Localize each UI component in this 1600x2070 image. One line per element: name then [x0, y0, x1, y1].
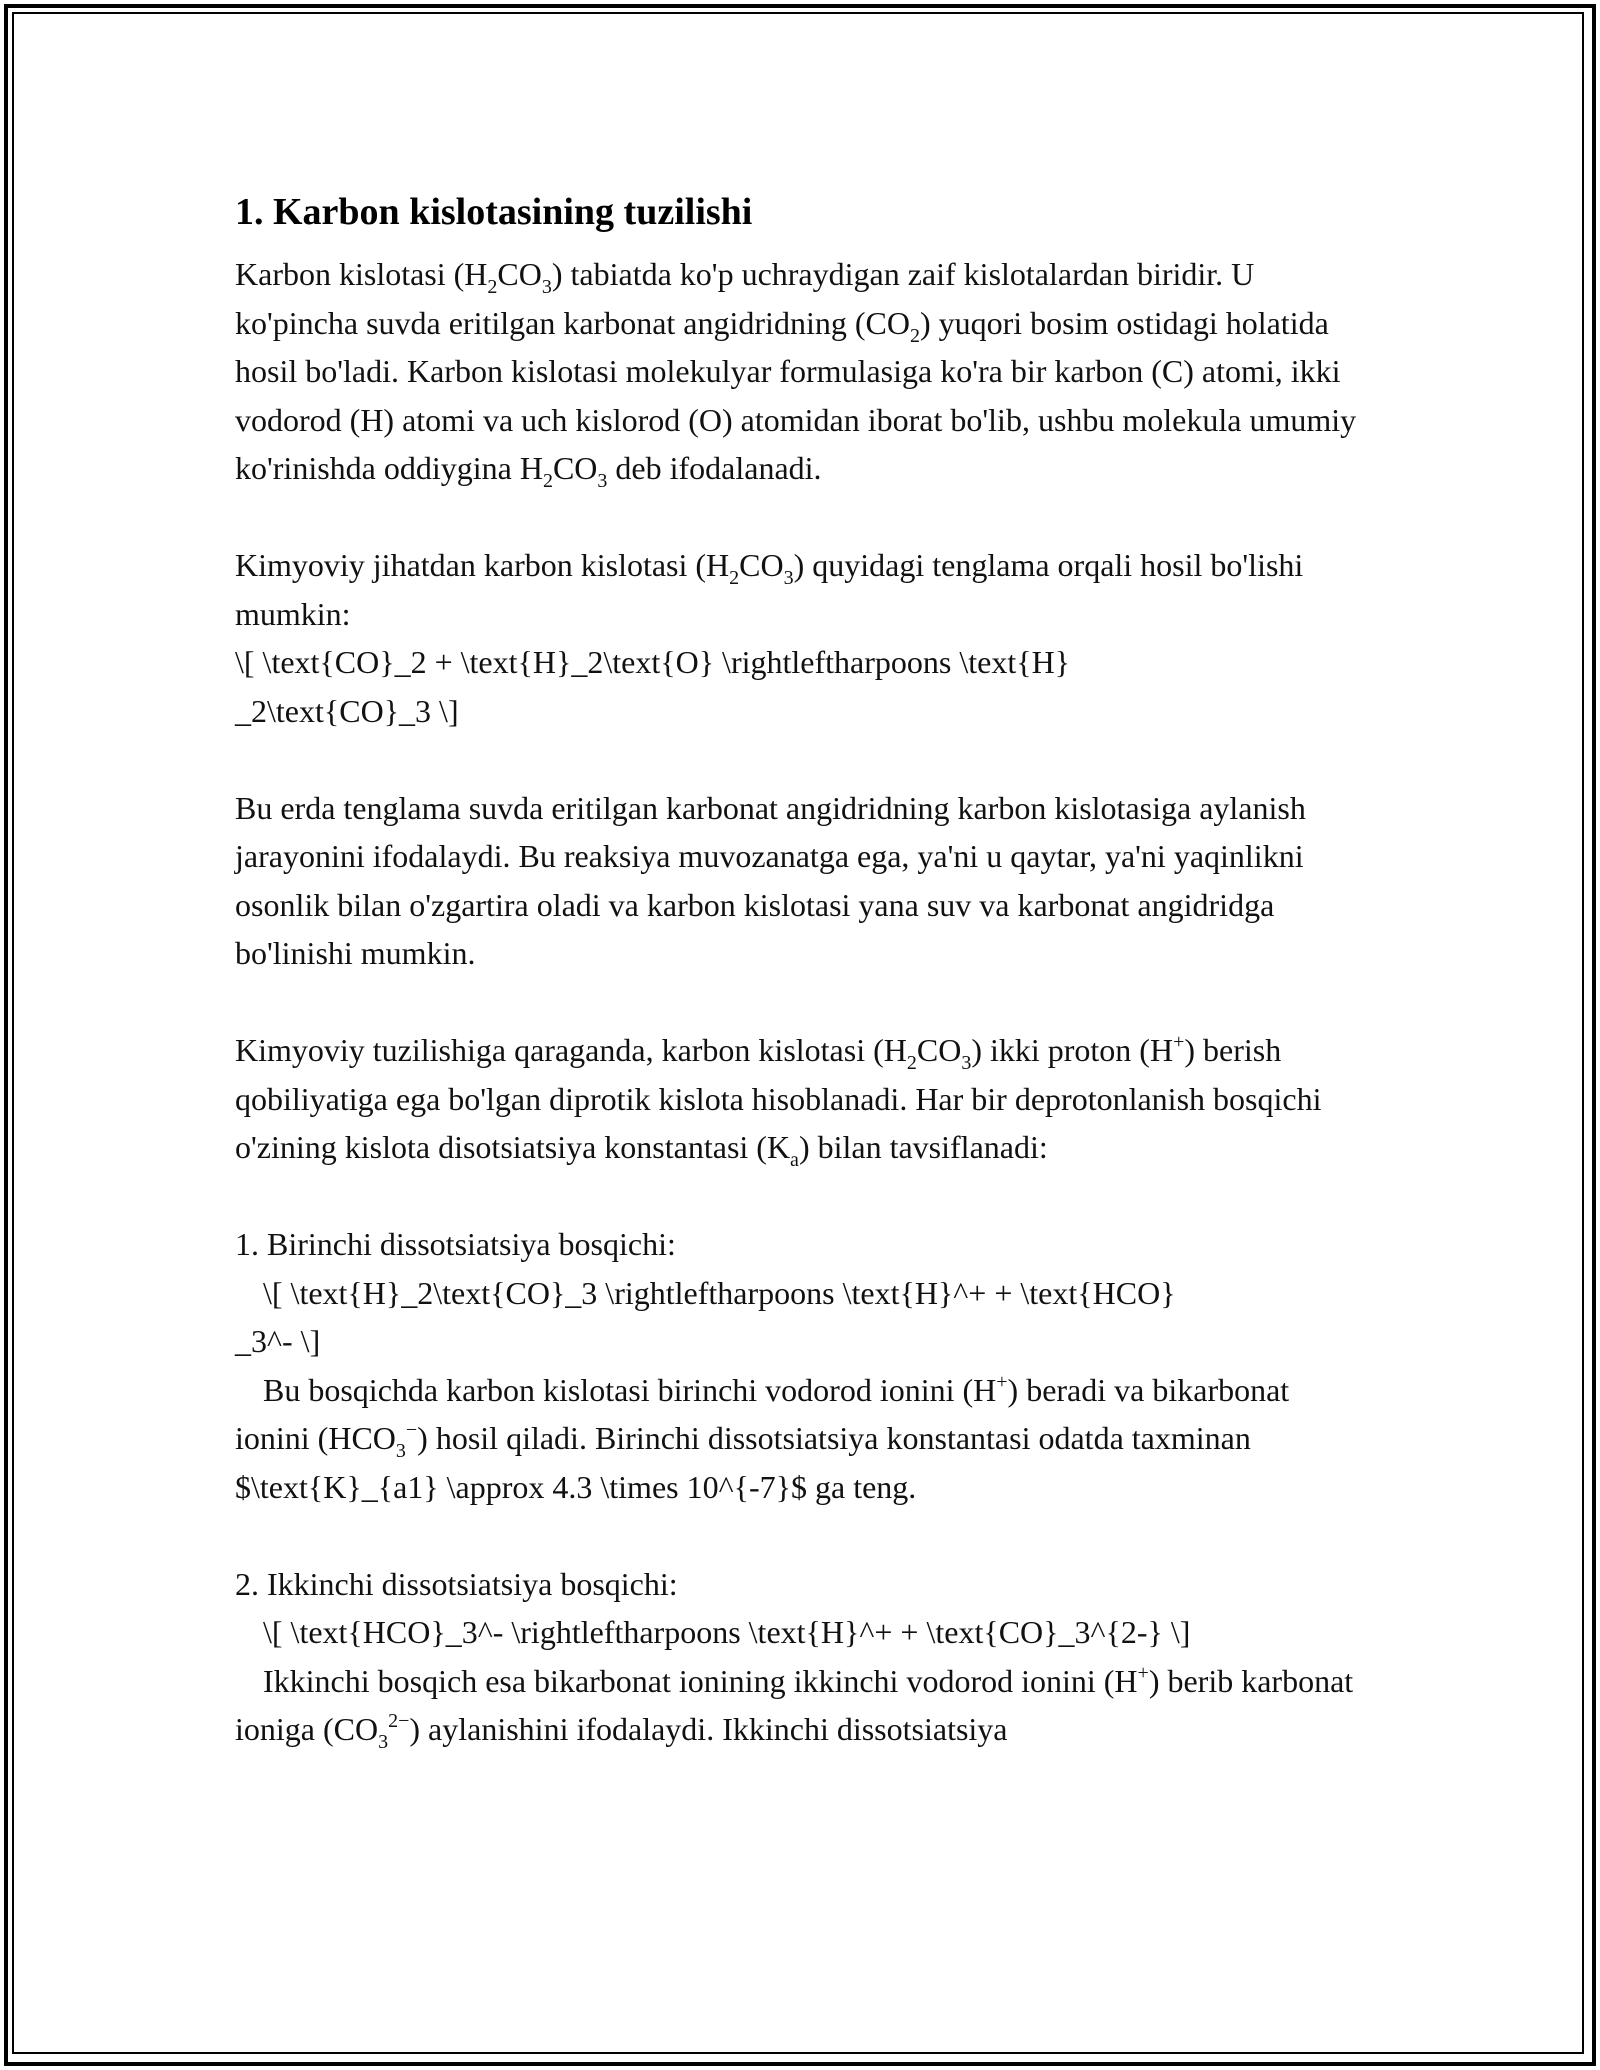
- subscript: a: [790, 1149, 799, 1171]
- text-run: ) yuqori bosim ostidagi holatida hosil bo'ladi. Karbon kislotasi molekulyar formulasiga ko'ra bir karbon (C) atomi, ikki vodorod (H) atomi va uch kislorod (O) atomidan iborat bo'lib, ushbu molekula umumiy ko'rinishda oddiygina H: [235, 304, 1357, 486]
- text-run: ) aylanishini ifodalaydi. Ikkinchi dissotsiatsiya: [409, 1711, 1008, 1747]
- paragraph-formation: [235, 541, 1370, 735]
- superscript: +: [1137, 1661, 1149, 1684]
- text-run: CO: [552, 450, 598, 486]
- text-run: Bu bosqichda karbon kislotasi birinchi vodorod ionini (H: [263, 1371, 997, 1408]
- text-run: ) quyidagi tenglama orqali hosil bo'lishi mumkin:: [235, 547, 1304, 632]
- text-run: ) tabiatda ko'p uchraydigan zaif kislotalardan biridir. U ko'pincha suvda eritilgan karbonat angidridning (CO: [235, 256, 1255, 341]
- subscript: 2: [542, 470, 553, 492]
- subscript: 2: [909, 324, 920, 347]
- subscript: 3: [783, 567, 794, 589]
- superscript: 2−: [388, 1710, 410, 1732]
- text-run: ) berib karbonat ioniga (CO: [235, 1662, 1354, 1747]
- paragraph-gap: [235, 978, 1370, 1027]
- equation-formation: \[ \text{CO}_2 + \text{H}_2\text{O} \rightleftharpoons \text{H}: [235, 644, 1071, 680]
- text-run: ) beradi va bikarbonat ionini (HCO: [235, 1371, 1290, 1456]
- step-1-heading: 1. Birinchi dissotsiatsiya bosqichi:: [235, 1226, 676, 1262]
- paragraph-diprotic: [235, 1026, 1370, 1172]
- superscript: +: [996, 1370, 1008, 1393]
- superscript: −: [405, 1419, 418, 1441]
- subscript: 3: [378, 1731, 389, 1753]
- equation-formation-cont: _2\text{CO}_3 \]: [235, 692, 459, 729]
- text-run: deb ifodalanadi.: [607, 450, 822, 486]
- text-run: CO: [497, 256, 542, 292]
- equation-step-2: \[ \text{HCO}_3^- \rightleftharpoons \text{H}^+ + \text{CO}_3^{2-} \]: [263, 1614, 1191, 1650]
- subscript: 2: [487, 276, 498, 298]
- text-run: CO: [916, 1032, 962, 1068]
- subscript: 3: [541, 276, 552, 298]
- text-run: ) ikki proton (H: [971, 1032, 1174, 1068]
- step-2: [235, 1560, 1370, 1754]
- paragraph-intro: [235, 250, 1370, 493]
- subscript: 3: [961, 1052, 972, 1074]
- subscript: 2: [906, 1052, 917, 1074]
- equation-step-1-cont: _3^- \]: [235, 1323, 321, 1359]
- paragraph-gap: [235, 1172, 1370, 1221]
- text-run: CO: [739, 547, 784, 583]
- text-run: Kimyoviy tuzilishiga qaraganda, karbon kislotasi (H: [235, 1032, 907, 1068]
- text-run: Ikkinchi bosqich esa bikarbonat ionining ikkinchi vodorod ionini (H: [263, 1662, 1138, 1699]
- paragraph-gap: [235, 493, 1370, 542]
- text-run: Kimyoviy jihatdan karbon kislotasi (H: [235, 547, 730, 583]
- section-title: 1. Karbon kislotasining tuzilishi: [235, 191, 753, 233]
- subscript: 3: [597, 470, 608, 492]
- text-run: ) hosil qiladi. Birinchi dissotsiatsiya konstantasi odatda taxminan $\text{K}_{a1} \approx 4.3 \times 10^{-7}$ ga teng.: [235, 1420, 1251, 1505]
- text-run: ) berish qobiliyatiga ega bo'lgan diprotik kislota hisoblanadi. Har bir deprotonlanish bosqichi o'zining kislota disotsiatsiya konstantasi (K: [235, 1032, 1322, 1165]
- subscript: 3: [395, 1440, 406, 1462]
- text-run: Karbon kislotasi (H: [235, 256, 488, 292]
- subscript: 2: [729, 567, 740, 589]
- paragraph-gap: [235, 735, 1370, 784]
- paragraph-equilibrium: Bu erda tenglama suvda eritilgan karbonat angidridning karbon kislotasiga aylanish jarayonini ifodalaydi. Bu reaksiya muvozanatga ega, ya'ni u qaytar, ya'ni yaqinlikni osonlik bilan o'zgartira oladi va karbon kislotasi yana suv va karbonat angidridga bo'linishi mumkin.: [235, 789, 1306, 971]
- equation-step-1: \[ \text{H}_2\text{CO}_3 \rightleftharpoons \text{H}^+ + \text{HCO}: [263, 1274, 1176, 1311]
- superscript: +: [1173, 1031, 1185, 1053]
- text-run: ) bilan tavsiflanadi:: [798, 1129, 1048, 1165]
- step-1: [235, 1220, 1370, 1511]
- step-2-heading: 2. Ikkinchi dissotsiatsiya bosqichi:: [235, 1565, 678, 1602]
- document-content: [235, 186, 1370, 1754]
- paragraph-gap: [235, 1511, 1370, 1560]
